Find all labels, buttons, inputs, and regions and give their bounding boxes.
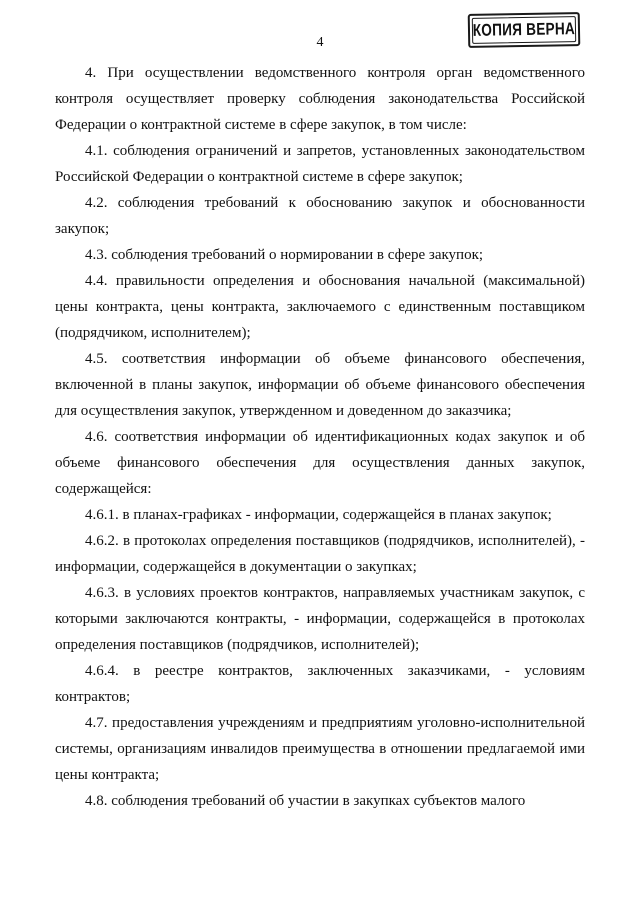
- document-body: [55, 60, 585, 814]
- page-number: 4: [316, 35, 324, 50]
- paragraph-4-2: 4.2. соблюдения требований к обоснованию закупок и обоснованности закупок;: [55, 195, 585, 237]
- paragraph-4-3: 4.3. соблюдения требований о нормировании в сфере закупок;: [85, 247, 484, 263]
- stamp-text: КОПИЯ ВЕРНА: [472, 19, 576, 40]
- paragraph-4-8: 4.8. соблюдения требований об участии в закупках субъектов малого: [85, 793, 526, 809]
- paragraph-4-5: 4.5. соответствия информации об объеме финансового обеспечения, включенной в планы закупок, информации об объеме финансового обеспечения для осуществления закупок, утвержденном и доведенном до заказчика;: [55, 351, 585, 419]
- paragraph-4-6-1: 4.6.1. в планах-графиках - информации, содержащейся в планах закупок;: [85, 507, 552, 523]
- paragraph-4: 4. При осуществлении ведомственного контроля орган ведомственного контроля осуществляет проверку соблюдения законодательства Российской Федерации о контрактной системе в сфере закупок, в том числе:: [55, 65, 585, 133]
- paragraph-4-6-4: 4.6.4. в реестре контрактов, заключенных заказчиками, - условиям контрактов;: [55, 663, 585, 705]
- paragraph-4-6: 4.6. соответствия информации об идентификационных кодах закупок и об объеме финансового обеспечения для осуществления данных закупок, содержащейся:: [55, 429, 585, 497]
- copy-certified-stamp: [468, 12, 581, 48]
- paragraph-4-6-2: 4.6.2. в протоколах определения поставщиков (подрядчиков, исполнителей), - информации, содержащейся в документации о закупках;: [55, 533, 585, 575]
- paragraph-4-7: 4.7. предоставления учреждениям и предприятиям уголовно-исполнительной системы, организациям инвалидов преимущества в отношении предлагаемой ими цены контракта;: [55, 715, 585, 783]
- paragraph-4-6-3: 4.6.3. в условиях проектов контрактов, направляемых участникам закупок, с которыми заключаются контракты, - информации, содержащейся в протоколах определения поставщиков (подрядчиков, исполнителей);: [55, 585, 585, 653]
- paragraph-4-1: 4.1. соблюдения ограничений и запретов, установленных законодательством Российской Федерации о контрактной системе в сфере закупок;: [55, 143, 585, 185]
- paragraph-4-4: 4.4. правильности определения и обоснования начальной (максимальной) цены контракта, цены контракта, заключаемого с единственным поставщиком (подрядчиком, исполнителем);: [55, 273, 585, 341]
